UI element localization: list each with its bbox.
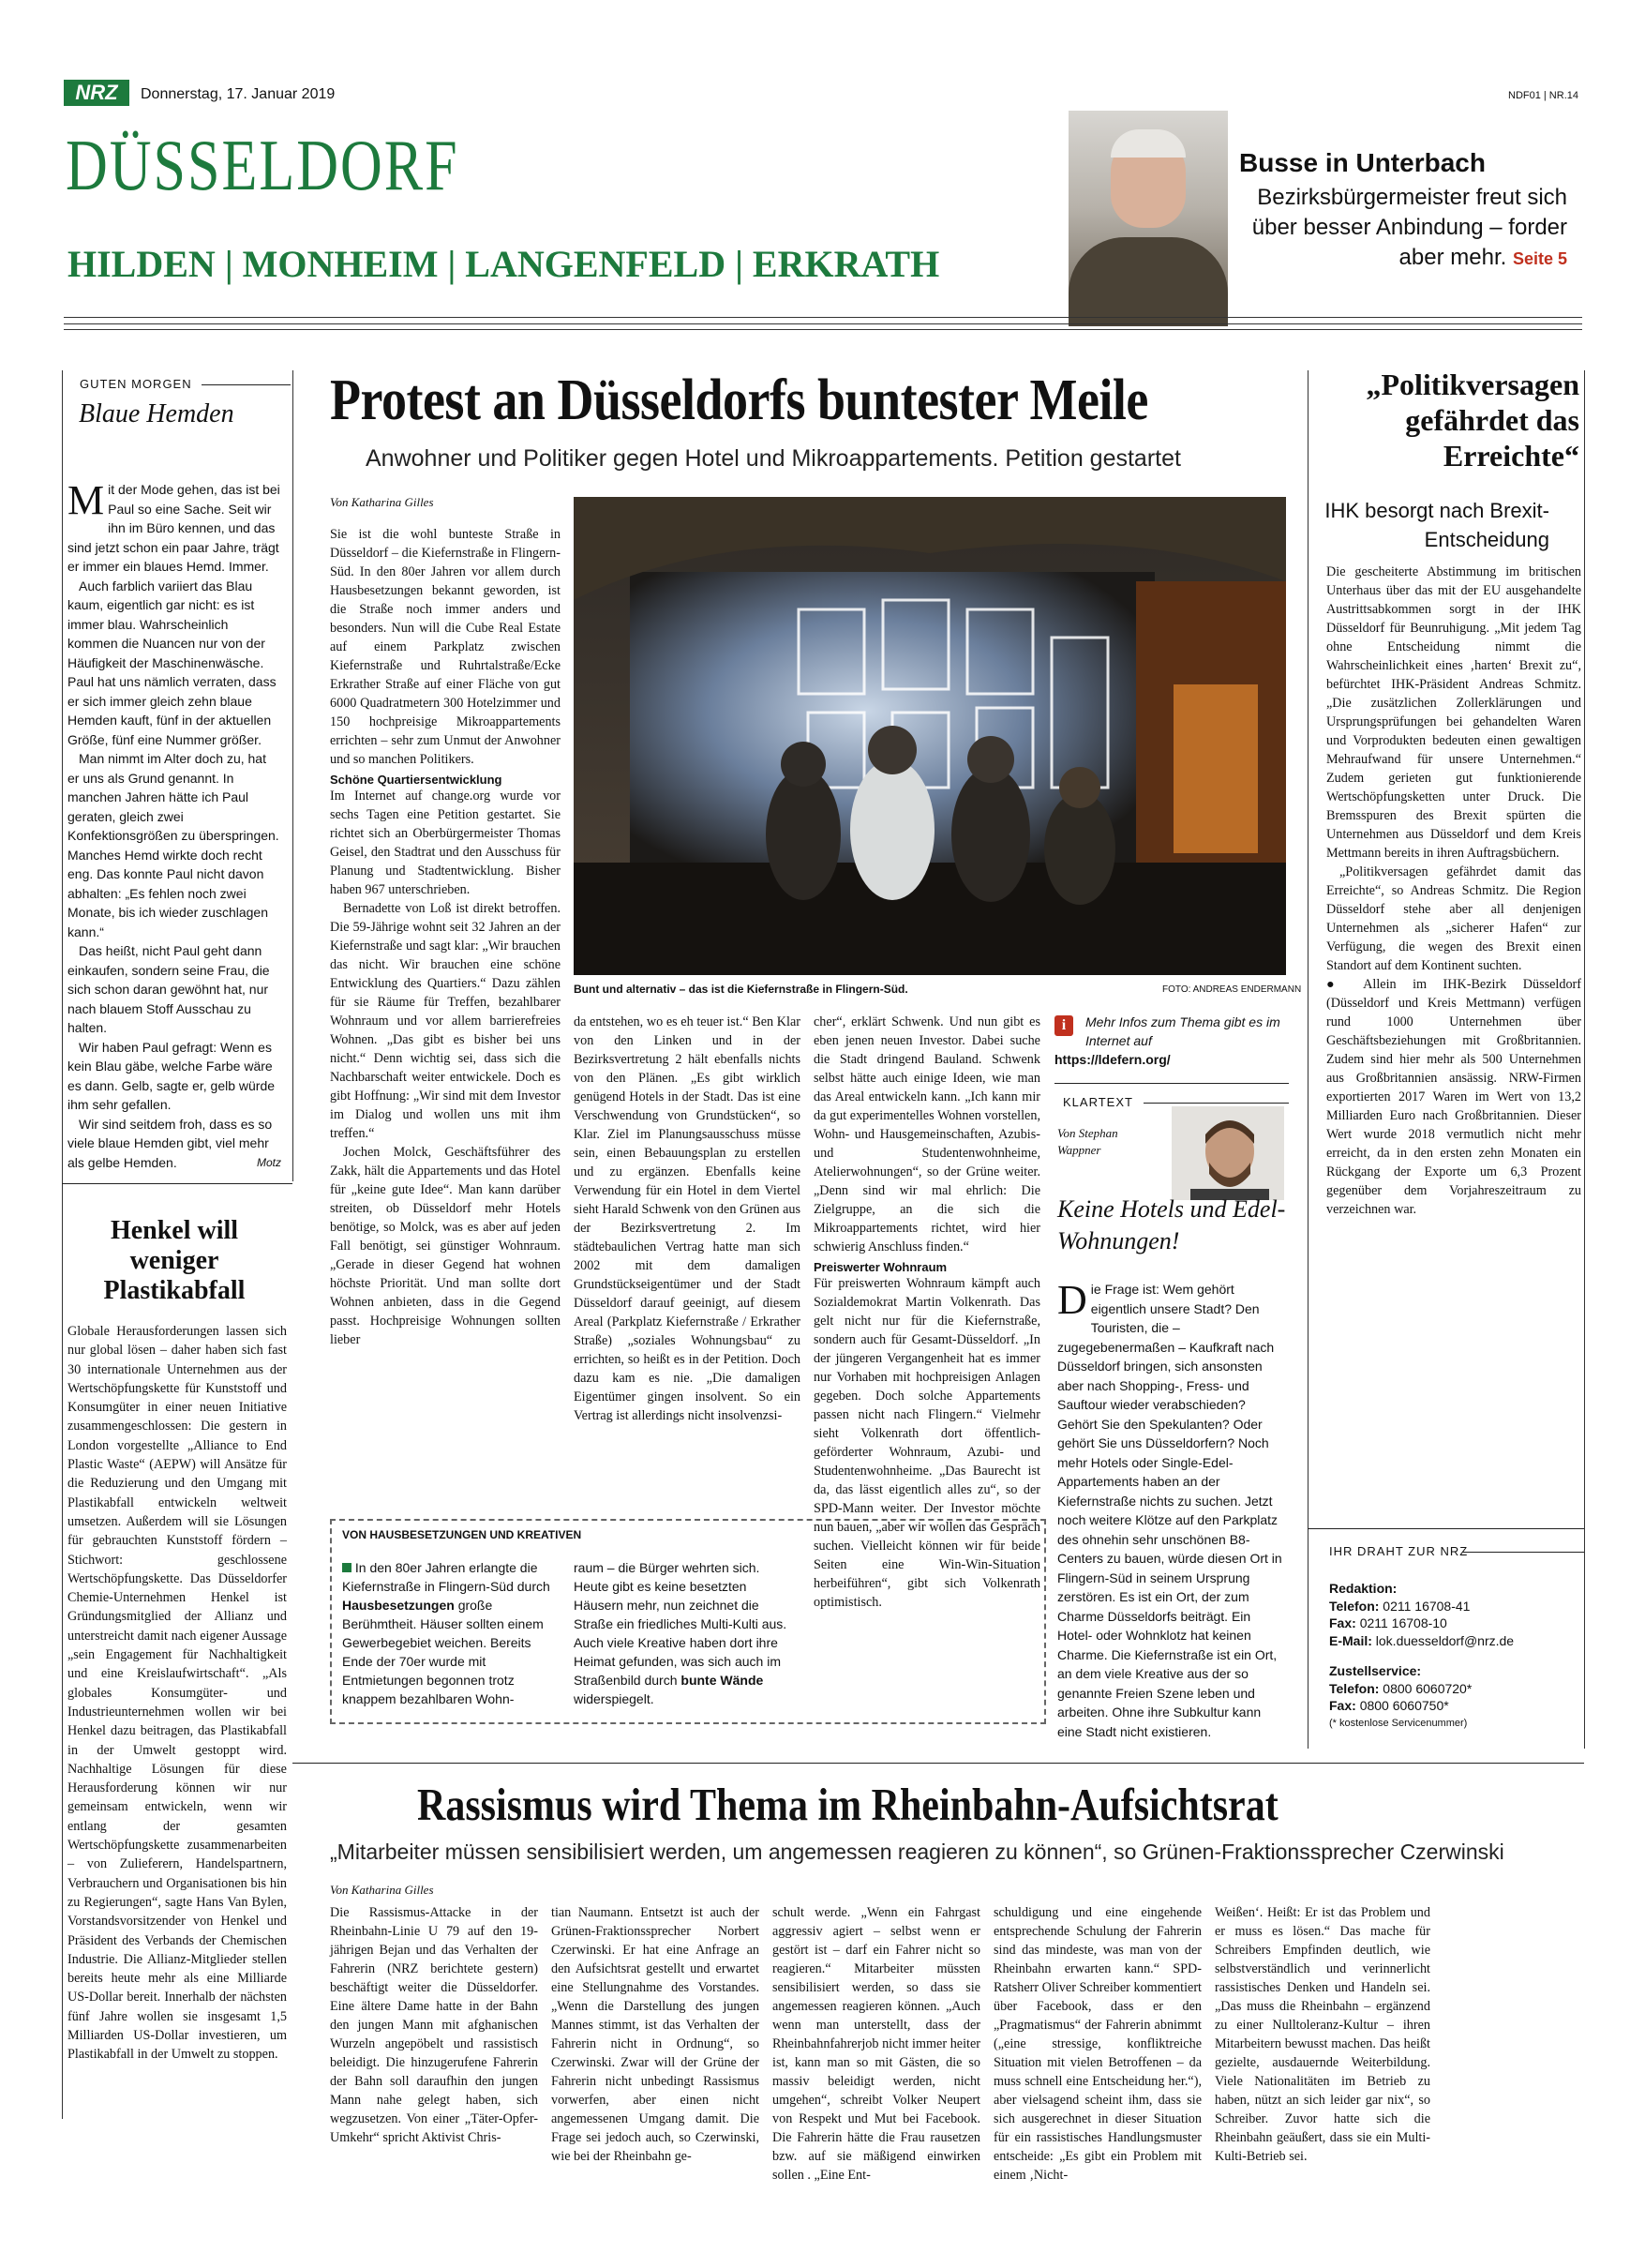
- subheading: Schöne Quartiersentwicklung: [330, 773, 502, 787]
- klartext-label: KLARTEXT: [1063, 1095, 1133, 1109]
- photo-illustration: [574, 497, 1286, 975]
- highlight: bunte Wände: [680, 1673, 764, 1688]
- column-rule-left: [62, 370, 63, 2119]
- ihk-body: [1326, 563, 1581, 1219]
- contact-heading: Redaktion:: [1329, 1581, 1398, 1596]
- column-rule-far-right: [1584, 370, 1585, 1749]
- main-byline: Von Katharina Gilles: [330, 495, 434, 509]
- info-text: Mehr Infos zum Thema gibt es im Internet auf: [1085, 1014, 1280, 1048]
- bullet-square: [342, 1563, 351, 1572]
- email-link[interactable]: lok.duesseldorf@nrz.de: [1375, 1632, 1515, 1648]
- bottom-column-3: [772, 1903, 980, 2185]
- page-reference: NDF01 | NR.14: [1508, 90, 1578, 101]
- paragraph: Bernadette von Loß ist direkt betroffen. Die 59-Jährige wohnt seit 32 Jahren an der Kiefernstraße und sagt klar: „Wir brauchen das nicht. Wir brauchen eine schöne Entwicklung des Quartiers.“ Dazu zählen für sie Räume für Treffen, bezahlbarer Wohnraum und vor allem barrierefreies Wohnen. „Das gibt es bisher bei uns nicht.“ Denn wichtig sei, dass sich die Nachbarschaft weiter entwickele. Doch es gibt Hoffnung: „Wir sind mit dem Investor im Dialog und wollen uns mit ihm treffen.“: [330, 901, 561, 1141]
- contact-key: Fax:: [1329, 1698, 1356, 1713]
- ihk-subheadline: IHK besorgt nach Brexit-Entscheidung: [1324, 499, 1549, 551]
- paragraph: Das heißt, nicht Paul geht dann einkaufen, sondern seine Frau, die sich schon daran gewöhnt hat, nur nach blauem Stoff Ausschau zu halten.: [67, 943, 270, 1035]
- author-photo: [1172, 1106, 1284, 1200]
- paragraph: Jochen Molck, Geschäftsführer des Zakk, hält die Appartements und das Hotel für „keine gute Idee“. Man kann darüber streiten, ob Düsseldorf mehr Hotels benötige, so Molck, was es aber auf jeden Fall benötigt, sei günstiger Wohnraum. „Gerade in dieser Gegend hat wohnen höchste Priorität. Und man sollte dort Wohnen anbieten, dass in die Gegend passt. Hochpreisige Wohnungen sollten lieber: [330, 1145, 561, 1347]
- masthead-rule-2: [64, 323, 1582, 324]
- subheading: Preiswerter Wohnraum: [814, 1260, 948, 1274]
- section-subtitle: HILDEN | MONHEIM | LANGENFELD | ERKRATH: [67, 243, 940, 285]
- paragraph: cher“, erklärt Schwenk. Und nun gibt es eben jenen neuen Investor. Dabei suche die Stadt dringend Bauland. Schwenk selbst hätte auch einige Ideen, wie man das Areal entwickeln kann. „Ich kann mir da gut experimentelles Wohnen vorstellen, Wohn- und Hausgemeinschaften, Azubis- und Studentenwohnheime, Atelierwohnungen“, so der Grüne weiter. „Denn sind wir mal ehrlich: Die Zielgruppe, an die sich die Mikroappartements richtet, wird hier schwierig Anschluss finden.“: [814, 1014, 1040, 1254]
- henkel-headline[interactable]: Henkel will weniger Plastikabfall: [103, 1216, 246, 1306]
- paragraph: ie Frage ist: Wem gehört eigentlich unsere Stadt? Den Touristen, die – zugegebenermaßen – Kaufkraft nach Düsseldorf bringen, sich ansonsten aber nach Shopping-, Fress- und Sauftour wieder verabschieden? Gehört Sie den Spekulanten? Oder gehört Sie uns Düsseldorfern? Noch mehr Hotels oder Single-Edel-Appartements haben an der Kiefernstraße nichts zu suchen. Jetzt noch weitere Klötze auf den Parkplatz des ohnehin sehr unschönen B8-Centers zu bauen, würde diesen Ort in Flingern-Süd in seinem Ursprung zerstören. Es ist ein Ort, der zum Charme Düsseldorfs beiträgt. Ein Hotel- oder Wohnklotz hat keinen Charme. Die Kiefernstraße ist ein Ort, an dem viele Kreative aus der so genannte Freien Szene leben und arbeiten. Ohne ihre Subkultur kann eine Stadt nicht existieren.: [1057, 1282, 1282, 1739]
- bottom-article-rule: [292, 1763, 1584, 1764]
- bottom-subheadline: „Mitarbeiter müssen sensibilisiert werden, um angemessen reagieren zu können“, so Grünen-Fraktionssprecher Czerwinski: [330, 1840, 1504, 1864]
- info-link[interactable]: https://ldefern.org/: [1054, 1052, 1171, 1067]
- bottom-byline: Von Katharina Gilles: [330, 1883, 434, 1897]
- phone-number[interactable]: 0211 16708-41: [1383, 1598, 1471, 1614]
- paragraph: Die gescheiterte Abstimmung im britischen Unterhaus über das mit der EU ausgehandelte Austrittsabkommen sorgt in der IHK Düsseldorf für Beunruhigung. „Mit jedem Tag ohne Entscheidung nimmt die Wahrscheinlichkeit eines ‚harten‘ Brexit zu“, befürchtet IHK-Präsident Andreas Schmitz. „Die zusätzlichen Zollerklärungen und Ursprungsprüfungen bei gehandelten Waren und Vorprodukten bedeuten einen gewaltigen Mehraufwand für unsere Unternehmen.“ Zudem gerieten gut funktionierende Wertschöpfungsketten unter Druck. Die Bremsspuren des Brexit spürten die Unternehmen aus Düsseldorf und dem Kreis Mettmann bereits in ihren Auftragsbüchern.: [1326, 564, 1581, 861]
- photo-credit: FOTO: ANDREAS ENDERMANN: [1162, 984, 1302, 995]
- guten-morgen-body: [67, 477, 281, 1172]
- guten-morgen-bottom-rule: [62, 1183, 292, 1184]
- bottom-column-2: [551, 1903, 759, 2166]
- fax-number: 0800 6060750*: [1359, 1698, 1449, 1713]
- contact-rule: [1462, 1552, 1584, 1553]
- info-icon: i: [1054, 1015, 1073, 1036]
- klartext-author: Von Stephan Wappner: [1057, 1126, 1118, 1157]
- guten-morgen-label: GUTEN MORGEN: [80, 377, 192, 391]
- phone-number[interactable]: 0800 6060720*: [1383, 1680, 1473, 1696]
- masthead-rule-1: [64, 317, 1582, 318]
- paragraph: Weißen‘. Heißt: Er ist das Problem und er muss es lösen.“ Das mache für Schreibers Empfinden deutlich, wie selbstverständlich und verinnerlicht rassistisches Denken und Handeln sei. „Das muss die Rheinbahn – ergänzend zu einer Nulltoleranz-Kultur – ihren Mitarbeitern bewusst machen. Das heißt gezielte, ausdauernde Weiterbildung. Viele Nationalitäten im Betrieb zu haben, nützt an sich leider gar nix“, so Schreiber. Zuvor hatte sich die Rheinbahn geäußert, dass sie ein Multi-Kulti-Betrieb sei.: [1215, 1905, 1430, 2164]
- text: raum – die Bürger wehrten sich. Heute gibt es keine besetzten Häusern mehr, nun zeichnet die Straße ein friedliches Multi-Kulti aus. Auch viele Kreative haben dort ihre Heimat gefunden, was sich auch im Straßenbild durch: [574, 1560, 787, 1688]
- box-column-2: [574, 1558, 794, 1708]
- masthead-rule-3: [64, 329, 1582, 330]
- section-title: DÜSSELDORF: [66, 126, 459, 206]
- dropcap: D: [1057, 1277, 1087, 1323]
- photo-caption: Bunt und alternativ – das ist die Kiefernstraße in Flingern-Süd.: [574, 983, 908, 996]
- teaser-page-link[interactable]: Seite 5: [1512, 248, 1567, 268]
- author-portrait: [1172, 1106, 1284, 1200]
- guten-morgen-title: Blaue Hemden: [79, 399, 234, 428]
- paragraph: „Politikversagen gefährdet damit das Erreichte“, so Andreas Schmitz. Die Region Düsseldorf stehe aber all denjenigen Unternehmen als „sicherer Hafen“ zur Verfügung, die wegen des Brexit einen Standort auf dem Kontinent suchten.: [1326, 864, 1581, 973]
- box-title: VON HAUSBESETZUNGEN UND KREATIVEN: [342, 1528, 582, 1541]
- paragraph: Im Internet auf change.org wurde vor sechs Tagen eine Petition gestartet. Sie richtet sich an Oberbürgermeister Thomas Geisel, den Stadtrat und den Ausschuss für Planung und Stadtentwicklung. Bisher haben 967 unterschrieben.: [330, 789, 561, 897]
- bottom-column-1: [330, 1903, 538, 2147]
- text: widerspiegelt.: [574, 1691, 654, 1706]
- draht-top-rule: [1308, 1528, 1584, 1529]
- teaser-photo: [1069, 111, 1228, 326]
- highlight: Hausbesetzungen: [342, 1598, 455, 1613]
- henkel-body: [67, 1322, 287, 2065]
- paragraph: schult werde. „Wenn ein Fahrgast aggressiv agiert – selbst wenn er gestört ist – darf ein Fahrer nicht so reagieren.“ Mitarbeiter müssten sensibilisiert werden, so dass sie angemessen reagieren können. „Auch wenn man unterstellt, dass der Rheinbahnfahrerjob nicht immer heiter ist, kann man so mit Gästen, die so massiv beleidigt werden, nicht umgehen“, schreibt Volker Neupert von Respekt und Mut bei Facebook. Die Fahrerin hätte die Frau rausetzen bzw. auf sie mäßigend einwirken sollen . „Eine Ent-: [772, 1905, 980, 2183]
- paragraph: Man nimmt im Alter doch zu, hat er uns als Grund genannt. In manchen Jahren hätte ich Paul geraten, gleich zwei Konfektionsgrößen zu überspringen. Manches Hemd wirkte doch recht eng. Das konnte Paul nicht davon abhalten: „Es fehlen noch zwei Monate, bis ich wieder zuschlagen kann.“: [67, 751, 279, 939]
- bottom-column-4: [994, 1903, 1202, 2185]
- main-column-1: [330, 525, 561, 1349]
- publication-date: Donnerstag, 17. Januar 2019: [141, 86, 336, 102]
- box-column-1: [342, 1558, 558, 1708]
- paragraph: tian Naumann. Entsetzt ist auch der Grünen-Fraktionssprecher Norbert Czerwinski. Er hat eine Anfrage an den Aufsichtsrat gestellt und erwartet eine Stellungnahme des Vorstandes. „Wenn die Darstellung des jungen Mannes stimmt, ist das Verhalten der Fahrerin nicht in Ordnung“, so Czerwinski. Zwar will der Grüne der Fahrerin nicht unbedingt Rassismus vorwerfen, aber einen nicht angemessenen Umgang damit. Die Frage sei jedoch auch, so Czerwinski, wie bei der Rheinbahn ge-: [551, 1905, 759, 2164]
- contact-key: Telefon:: [1329, 1598, 1380, 1614]
- klartext-body: [1057, 1277, 1286, 1741]
- kiefernstrasse-photo[interactable]: [574, 497, 1286, 975]
- ihk-headline[interactable]: „Politikversagen gefährdet das Erreichte“: [1366, 368, 1579, 473]
- nrz-logo: NRZ: [64, 80, 129, 106]
- fax-number: 0211 16708-10: [1359, 1615, 1447, 1630]
- column-rule-guten: [292, 370, 293, 1181]
- teaser-body: Bezirksbürgermeister freut sich über besser Anbindung – forder aber mehr.: [1251, 185, 1567, 270]
- bottom-column-5: [1215, 1903, 1430, 2166]
- contact-key: Fax:: [1329, 1615, 1356, 1630]
- paragraph: it der Mode gehen, das ist bei Paul so eine Sache. Seit wir ihn im Büro kennen, und das sind jetzt schon ein paar Jahre, trägt er immer ein blaues Hemd. Immer.: [67, 482, 280, 574]
- bottom-headline[interactable]: Rassismus wird Thema im Rheinbahn-Aufsichtsrat: [417, 1780, 1279, 1831]
- author-signature: Motz: [256, 1155, 281, 1169]
- contact-heading: Zustellservice:: [1329, 1663, 1422, 1678]
- paragraph: ● Allein im IHK-Bezirk Düsseldorf (Düsseldorf und Kreis Mettmann) verfügen rund 1000 Unternehmen über Geschäftsbeziehungen mit Großbritannien. Zudem sind hier mehr als 500 Unternehmen aus Großbritannien ansässig. NRW-Firmen exportierten 2017 Waren im Wert von 13,2 Milliarden Euro nach Großbritannien. Dieser Wert wurde 2018 vermutlich nicht mehr erreicht, da in den ersten zehn Monaten ein Rückgang der Exporte um 6,3 Prozent gegenüber dem Vorjahreszeitraum zu verzeichnen war.: [1326, 977, 1581, 1217]
- text: In den 80er Jahren erlangte die Kiefernstraße in Flingern-Süd durch: [342, 1560, 550, 1594]
- info-rule: [1054, 1083, 1289, 1084]
- contact-key: Telefon:: [1329, 1680, 1380, 1696]
- klartext-headline[interactable]: Keine Hotels und Edel-Wohnungen!: [1057, 1195, 1286, 1254]
- main-column-2: [574, 1013, 800, 1425]
- main-subheadline: Anwohner und Politiker gegen Hotel und Mikroappartements. Petition gestartet: [366, 445, 1181, 472]
- teaser-title[interactable]: Busse in Unterbach: [1239, 148, 1486, 177]
- contact-note: (* kostenlose Servicenummer): [1329, 1717, 1468, 1729]
- contact-label: IHR DRAHT ZUR NRZ: [1329, 1544, 1469, 1558]
- paragraph: schuldigung und eine eingehende entsprechende Schulung der Fahrerin sind das mindeste, was man von der Rheinbahn erwarten kann.“ SPD-Ratsherr Oliver Schreiber kommentiert über Facebook, dass er den „Pragmatismus“ der Fahrerin abnimmt („eine stressige, konfliktreiche Situation mit vielen Betroffenen – da muss schnell eine Entscheidung her.“), aber vielsagend scheint ihm, dass sie sich ausgerechnet in dieser Situation für ein rassistisches Handlungsmuster entscheide: „Es gibt ein Problem mit einem ‚Nicht-: [994, 1905, 1202, 2183]
- text: große Berühmtheit. Häuser sollten einem Gewerbegebiet weichen. Bereits Ende der 70er wurde mit Entmietungen begonnen trotz knappem bezahlbaren Wohn-: [342, 1598, 544, 1706]
- paragraph: Wir sind seitdem froh, dass es so viele blaue Hemden gibt, viel mehr als gelbe Hemden.: [67, 1116, 273, 1170]
- paragraph: da entstehen, wo es eh teuer ist.“ Ben Klar von den Linken und in der Bezirksvertretung 2 hält ebenfalls nichts von den Plänen. „Es gibt wirklich genügend Hotels in der Stadt. Das ist eine Verschwendung von Grundstücken“, so Klar. Ziel im Planungsausschuss müsse sein, einen Bebauungsplan zu erstellen und zu ergänzen. Ebenfalls keine Verwendung für ein Hotel in dem Viertel sieht Harald Schwenk von den Grünen aus der Bezirksvertretung 2. Im städtebaulichen Vertrag hatte man sich 2002 mit dem damaligen Grundstückseigentümer und der Stadt Düsseldorf darauf geeinigt, auf diesem Areal (Parkplatz Kiefernstraße / Erkrather Straße) „soziales Wohnungsbau“ zu errichten, so heißt es in der Petition. Doch dazu kam es nie. „Die damaligen Eigentümer gingen insolvent. So ein Vertrag ist allerdings nicht insolvenzsi-: [574, 1014, 800, 1423]
- guten-morgen-rule: [202, 384, 291, 385]
- paragraph: Globale Herausforderungen lassen sich nur global lösen – daher haben sich fast 30 internationale Unternehmen aus der Wertschöpfungskette für Kunststoff und Konsumgüter in einer neuen Initiative zusammengeschlossen: Die gestern in London vorgestellte „Alliance to End Plastic Waste“ (AEPW) will Ansätze für die Reduzierung und den Umgang mit Plastikabfall entwickeln weltweit umsetzen. Außerdem will sie Lösungen für gebrauchten Kunststoff fördern – Stichwort: geschlossene Wertschöpfungskette. Das Düsseldorfer Chemie-Unternehmen Henkel ist Gründungsmitglied der Allianz und unterstreicht damit nach eigener Aussage „sein Engagement für Nachhaltigkeit und eine Kreislaufwirtschaft“. „Als globales Konsumgüter- und Industrieunternehmen wollen wir bei Henkel dazu beitragen, das Plastikabfall in der Umwelt gestoppt wird. Nachhaltige Lösungen für diese Herausforderung können wir nur gemeinsam entwickeln, wenn wir entlang der gesamten Wertschöpfungskette zusammenarbeiten – von Zulieferern, Handelspartnern, Verbrauchern und Organisationen bis hin zu Regierungen“, sagte Hans Van Bylen, Vorstandsvorsitzender von Henkel und Präsident des Verbands der Chemischen Industrie. Die Allianz-Mitglieder stellen bereits heute mehr als eine Milliarde US-Dollar bereit. Innerhalb der nächsten fünf Jahre wollen sie insgesamt 1,5 Milliarden US-Dollar investieren, um Plastikabfall in der Umwelt zu stoppen.: [67, 1324, 287, 2063]
- teaser-text: [1239, 183, 1567, 273]
- paragraph: Wir haben Paul gefragt: Wenn es kein Blau gäbe, welche Farbe wäre es dann. Gelb, sagte er, gelb würde ihm sehr gefallen.: [67, 1039, 276, 1112]
- dropcap: M: [67, 477, 105, 523]
- klartext-rule: [1144, 1103, 1289, 1104]
- main-headline[interactable]: Protest an Düsseldorfs buntester Meile: [330, 367, 1148, 432]
- contact-info: [1329, 1580, 1584, 1732]
- paragraph: Sie ist die wohl bunteste Straße in Düsseldorf – die Kiefernstraße in Flingern-Süd. In den 80er Jahren vor allem durch Hausbesetzungen bekannt geworden, ist die Straße noch immer anders und besonders. Nun will die Cube Real Estate auf einem Parkplatz zwischen Kiefernstraße und Ruhrtalstraße/Ecke Erkrather Straße auf einer Fläche von gut 6000 Quadratmetern 300 Hotelzimmer und 150 hochpreisige Mikroappartements errichten – sehr zum Unmut der Anwohner und so manchen Politikers.: [330, 527, 561, 767]
- paragraph: Die Rassismus-Attacke in der Rheinbahn-Linie U 79 auf den 19-jährigen Bejan und das Verhalten der Fahrerin (NRZ berichtete gestern) beschäftigt weiter die Düsseldorfer. Eine ältere Dame hatte in der Bahn den jungen Mann mit afghanischen Wurzeln angepöbelt und rassistisch beleidigt. Die hinzugerufene Fahrerin der Bahn soll daraufhin den jungen Mann nahe gelegt haben, sich wegzusetzen. Von einer „Täter-Opfer-Umkehr“ spricht Aktivist Chris-: [330, 1905, 538, 2145]
- paragraph: Für preiswerten Wohnraum kämpft auch Sozialdemokrat Martin Volkenrath. Das gelt nicht nur für die Kiefernstraße, sondern auch für Gesamt-Düsseldorf. „In der jüngeren Vergangenheit hat es immer nur Vorhaben mit hochpreisigen Anlagen gegeben. Doch solche Appartements passen nicht nach Flingern.“ Vielmehr sieht Volkenrath dort öffentlich-geförderter Wohnraum, Azubi- und Studentenwohnheime. „Das Baurecht ist da, das lässt eigentlich alles zu“, so der SPD-Mann weiter. Der Investor möchte nun bauen, „aber wir wollen das Gespräch suchen. Vielleicht können wir für beide Seiten eine Win-Win-Situation herbeiführen“, gibt sich Volkenrath optimistisch.: [814, 1276, 1040, 1610]
- paragraph: Auch farblich variiert das Blau kaum, eigentlich gar nicht: es ist immer blau. Wahrscheinlich kommen die Nuancen nur von der Häufigkeit der Maschinenwäsche. Paul hat uns nämlich verraten, dass er sich immer gleich zehn blaue Hemden kauft, fünf in der aktuellen Größe, fünf eine Nummer größer.: [67, 578, 277, 747]
- contact-key: E-Mail:: [1329, 1632, 1372, 1648]
